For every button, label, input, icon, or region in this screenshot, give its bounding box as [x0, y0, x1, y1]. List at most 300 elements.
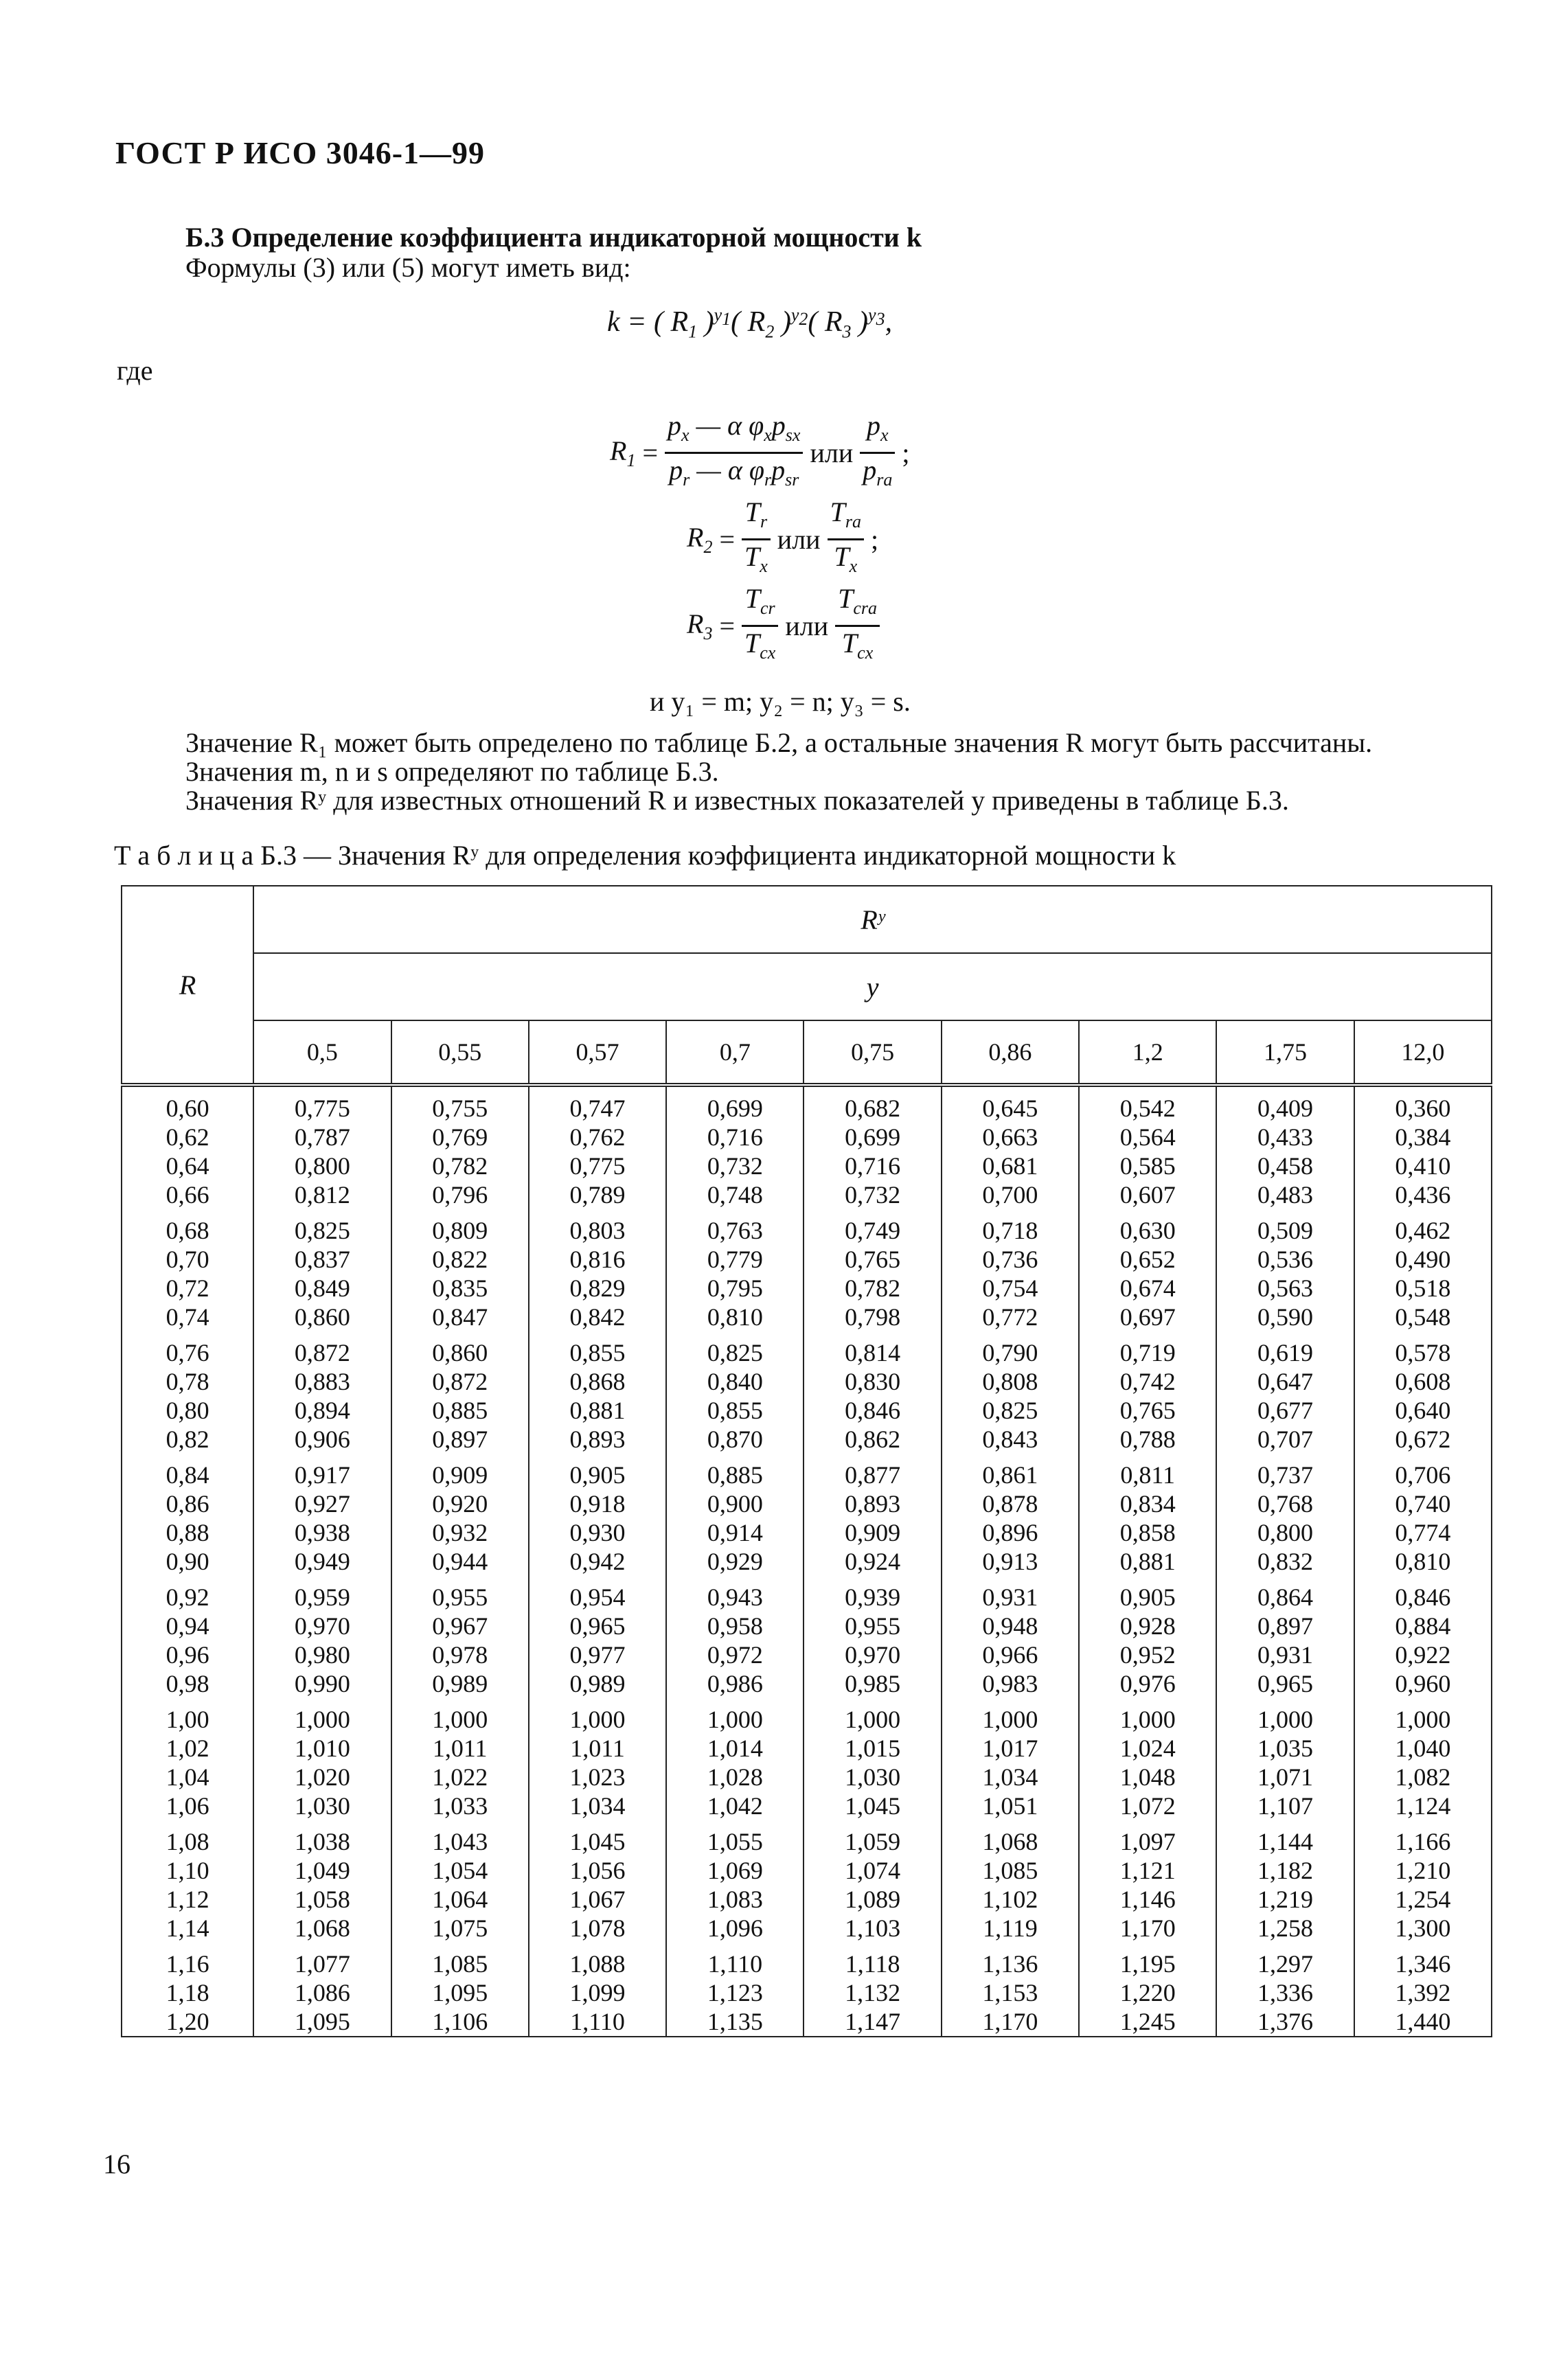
ry-value: 0,830	[845, 1368, 901, 1395]
ry-value: 0,808	[982, 1368, 1038, 1395]
ry-value-cell	[1079, 1576, 1216, 1698]
ry-value: 0,931	[1257, 1641, 1313, 1669]
ry-value: 1,135	[707, 2008, 763, 2035]
ry-value: 0,840	[707, 1368, 763, 1395]
col-header-y: y	[253, 953, 1492, 1020]
ry-value-cell	[1354, 1576, 1492, 1698]
ry-value-cell	[1079, 1943, 1216, 2037]
ry-value: 0,740	[1395, 1490, 1451, 1518]
y-value-header: 0,55	[391, 1020, 529, 1085]
ry-value-cell	[391, 1576, 529, 1698]
where-label: где	[117, 355, 153, 386]
ry-value: 0,959	[294, 1583, 350, 1611]
ry-value: 0,885	[432, 1397, 488, 1424]
ry-value: 0,772	[982, 1303, 1038, 1331]
r-value: 0,88	[166, 1519, 209, 1546]
ry-value: 0,542	[1119, 1095, 1176, 1122]
page-number: 16	[103, 2149, 130, 2179]
ry-value-cell	[1216, 1085, 1354, 1209]
ry-value: 0,652	[1119, 1246, 1176, 1273]
ry-value: 1,170	[982, 2008, 1038, 2035]
ry-value: 0,742	[1119, 1368, 1176, 1395]
r-value: 0,84	[166, 1461, 209, 1489]
ry-value: 1,220	[1119, 1979, 1176, 2006]
ry-value: 0,585	[1119, 1152, 1176, 1180]
ry-value: 1,051	[982, 1792, 1038, 1820]
ry-value: 1,000	[1395, 1706, 1451, 1733]
table-row-group	[122, 1820, 1492, 1943]
r-value: 0,74	[166, 1303, 209, 1331]
ry-value: 1,042	[707, 1792, 763, 1820]
table-row-group	[122, 1454, 1492, 1576]
ry-value: 1,153	[982, 1979, 1038, 2006]
ry-value: 1,083	[707, 1886, 763, 1913]
ry-value: 1,300	[1395, 1914, 1451, 1942]
ry-value: 0,810	[1395, 1548, 1451, 1575]
ry-value: 0,748	[707, 1181, 763, 1209]
ry-value-cell	[942, 1331, 1079, 1454]
ry-value: 1,132	[845, 1979, 901, 2006]
ry-value: 0,855	[707, 1397, 763, 1424]
r-value-cell	[122, 1209, 253, 1331]
ry-value: 0,948	[982, 1612, 1038, 1640]
ry-value: 0,864	[1257, 1583, 1313, 1611]
formula-r2: $R_2$ = $\frac{T_r}{T_x}$ или $\frac{T_{ra}}{T_x}$ ;	[687, 496, 879, 576]
r-value: 0,66	[166, 1181, 209, 1209]
ry-value: 0,860	[294, 1303, 350, 1331]
data-table	[121, 885, 1492, 2037]
ry-value: 0,931	[982, 1583, 1038, 1611]
ry-value: 0,732	[707, 1152, 763, 1180]
ry-value: 1,049	[294, 1857, 350, 1884]
r-value: 1,06	[166, 1792, 209, 1820]
ry-value: 0,774	[1395, 1519, 1451, 1546]
ry-value-cell	[666, 1454, 804, 1576]
ry-value: 0,868	[569, 1368, 626, 1395]
ry-value: 0,913	[982, 1548, 1038, 1575]
r-value: 0,94	[166, 1612, 209, 1640]
ry-value: 0,718	[982, 1217, 1038, 1244]
ry-value: 1,144	[1257, 1828, 1313, 1855]
ry-value: 1,103	[845, 1914, 901, 1942]
ry-value: 0,858	[1119, 1519, 1176, 1546]
ry-value-cell	[1354, 1085, 1492, 1209]
r-value: 0,60	[166, 1095, 209, 1122]
ry-value: 1,099	[569, 1979, 626, 2006]
ry-value: 0,790	[982, 1339, 1038, 1366]
ry-value-cell	[666, 1331, 804, 1454]
ry-value: 1,110	[707, 1950, 763, 1978]
ry-value: 0,787	[294, 1123, 350, 1151]
ry-value: 0,843	[982, 1426, 1038, 1453]
or-word: или	[810, 437, 854, 468]
ry-value: 0,955	[845, 1612, 901, 1640]
ry-value: 1,064	[432, 1886, 488, 1913]
ry-value: 0,966	[982, 1641, 1038, 1669]
ry-value: 0,970	[294, 1612, 350, 1640]
ry-value: 1,038	[294, 1828, 350, 1855]
ry-value: 1,089	[845, 1886, 901, 1913]
ry-value: 0,682	[845, 1095, 901, 1122]
ry-value: 0,970	[845, 1641, 901, 1669]
ry-value: 0,716	[845, 1152, 901, 1180]
ry-value: 0,640	[1395, 1397, 1451, 1424]
ry-value: 1,011	[570, 1735, 625, 1762]
r-value: 0,68	[166, 1217, 209, 1244]
ry-value: 1,000	[982, 1706, 1038, 1733]
ry-value: 0,775	[569, 1152, 626, 1180]
ry-value: 0,917	[294, 1461, 350, 1489]
ry-value: 0,918	[569, 1490, 626, 1518]
ry-value: 0,949	[294, 1548, 350, 1575]
ry-value: 0,977	[569, 1641, 626, 1669]
ry-value-cell	[529, 1331, 666, 1454]
r-value: 1,16	[166, 1950, 209, 1978]
ry-value: 0,849	[294, 1274, 350, 1302]
ry-value: 1,258	[1257, 1914, 1313, 1942]
ry-value: 1,023	[569, 1763, 626, 1791]
ry-value-cell	[1079, 1331, 1216, 1454]
ry-value: 0,877	[845, 1461, 901, 1489]
r-value: 1,04	[166, 1763, 209, 1791]
ry-value: 0,965	[569, 1612, 626, 1640]
ry-value-cell	[804, 1943, 941, 2037]
ry-value-cell	[1079, 1698, 1216, 1820]
ry-value: 0,814	[845, 1339, 901, 1366]
ry-value: 0,410	[1395, 1152, 1451, 1180]
ry-value: 1,088	[569, 1950, 626, 1978]
r-value-cell	[122, 1576, 253, 1698]
ry-value: 0,765	[1119, 1397, 1176, 1424]
ry-value: 0,872	[294, 1339, 350, 1366]
ry-value: 0,768	[1257, 1490, 1313, 1518]
ry-value: 0,825	[294, 1217, 350, 1244]
ry-value: 1,077	[294, 1950, 350, 1978]
ry-value-cell	[804, 1331, 941, 1454]
ry-value: 0,812	[294, 1181, 350, 1209]
ry-value: 0,835	[432, 1274, 488, 1302]
y-value-header: 0,75	[804, 1020, 941, 1085]
r-value: 0,90	[166, 1548, 209, 1575]
ry-value: 0,883	[294, 1368, 350, 1395]
ry-value: 0,928	[1119, 1612, 1176, 1640]
or-word: или	[777, 524, 821, 555]
ry-value: 0,878	[982, 1490, 1038, 1518]
ry-value-cell	[253, 1576, 391, 1698]
r-value: 0,98	[166, 1670, 209, 1697]
formula-k: k = ( $R_1$ )$^{y_1}$( $R_2$ )$^{y_2}$( $R_3$ )$^{y_3}$,	[607, 305, 893, 342]
ry-value: 0,870	[707, 1426, 763, 1453]
ry-value: 0,929	[707, 1548, 763, 1575]
ry-value-cell	[529, 1698, 666, 1820]
ry-value: 1,071	[1257, 1763, 1313, 1791]
ry-value: 1,034	[982, 1763, 1038, 1791]
r-value: 0,64	[166, 1152, 209, 1180]
ry-value: 0,909	[845, 1519, 901, 1546]
document-header: ГОСТ Р ИСО 3046-1—99	[115, 135, 486, 170]
ry-value-cell	[1216, 1820, 1354, 1943]
ry-value-cell	[804, 1454, 941, 1576]
ry-value: 1,124	[1395, 1792, 1451, 1820]
ry-value: 1,346	[1395, 1950, 1451, 1978]
ry-value: 0,816	[569, 1246, 626, 1273]
ry-value-cell	[1216, 1331, 1354, 1454]
ry-value: 1,146	[1119, 1886, 1176, 1913]
ry-value: 1,000	[1119, 1706, 1176, 1733]
ry-value: 0,842	[569, 1303, 626, 1331]
ry-value: 1,067	[569, 1886, 626, 1913]
r-value: 0,76	[166, 1339, 209, 1366]
ry-value: 1,034	[569, 1792, 626, 1820]
ry-value: 0,789	[569, 1181, 626, 1209]
ry-value: 1,095	[432, 1979, 488, 2006]
ry-value: 1,068	[294, 1914, 350, 1942]
ry-value-cell	[529, 1209, 666, 1331]
ry-value: 1,082	[1395, 1763, 1451, 1791]
ry-value: 1,024	[1119, 1735, 1176, 1762]
section-heading: Б.3 Определение коэффициента индикаторной мощности k	[185, 222, 922, 253]
ry-value: 1,058	[294, 1886, 350, 1913]
ry-value: 0,436	[1395, 1181, 1451, 1209]
ry-value-cell	[666, 1209, 804, 1331]
ry-value: 0,775	[294, 1095, 350, 1122]
ry-value-cell	[666, 1820, 804, 1943]
ry-value: 0,483	[1257, 1181, 1313, 1209]
ry-value: 1,095	[294, 2008, 350, 2035]
ry-value: 0,884	[1395, 1612, 1451, 1640]
ry-value-cell	[391, 1085, 529, 1209]
ry-value: 1,040	[1395, 1735, 1451, 1762]
ry-value: 1,056	[569, 1857, 626, 1884]
ry-value-cell	[804, 1209, 941, 1331]
ry-value: 0,754	[982, 1274, 1038, 1302]
ry-value-cell	[1079, 1085, 1216, 1209]
ry-value: 1,254	[1395, 1886, 1451, 1913]
ry-value: 1,085	[432, 1950, 488, 1978]
ry-value: 0,782	[845, 1274, 901, 1302]
ry-value: 1,075	[432, 1914, 488, 1942]
ry-value: 0,822	[432, 1246, 488, 1273]
ry-value: 0,980	[294, 1641, 350, 1669]
y-value-header: 0,7	[666, 1020, 804, 1085]
ry-value: 0,938	[294, 1519, 350, 1546]
ry-value: 0,960	[1395, 1670, 1451, 1697]
ry-value: 1,054	[432, 1857, 488, 1884]
ry-value: 0,958	[707, 1612, 763, 1640]
ry-value: 0,881	[1119, 1548, 1176, 1575]
ry-value-cell	[253, 1820, 391, 1943]
ry-value: 0,518	[1395, 1274, 1451, 1302]
ry-value-cell	[942, 1943, 1079, 2037]
ry-value-cell	[253, 1943, 391, 2037]
ry-value-cell	[529, 1820, 666, 1943]
ry-value: 1,020	[294, 1763, 350, 1791]
ry-value-cell	[391, 1331, 529, 1454]
ry-value-cell	[1079, 1820, 1216, 1943]
ry-value: 0,872	[432, 1368, 488, 1395]
ry-value: 0,832	[1257, 1548, 1313, 1575]
table-row-group	[122, 1943, 1492, 2037]
ry-value-cell	[391, 1209, 529, 1331]
ry-value: 0,922	[1395, 1641, 1451, 1669]
ry-value: 0,825	[707, 1339, 763, 1366]
ry-value: 1,096	[707, 1914, 763, 1942]
ry-value: 0,788	[1119, 1426, 1176, 1453]
r-value-cell	[122, 1943, 253, 2037]
ry-value: 0,719	[1119, 1339, 1176, 1366]
ry-value: 0,578	[1395, 1339, 1451, 1366]
ry-value-cell	[391, 1943, 529, 2037]
ry-value: 0,765	[845, 1246, 901, 1273]
ry-value: 0,983	[982, 1670, 1038, 1697]
ry-value-cell	[666, 1576, 804, 1698]
r-value: 1,12	[166, 1886, 209, 1913]
ry-value-cell	[666, 1698, 804, 1820]
ry-value: 1,011	[432, 1735, 488, 1762]
ry-value: 1,000	[707, 1706, 763, 1733]
ry-value-cell	[253, 1085, 391, 1209]
r-value: 1,14	[166, 1914, 209, 1942]
or-word: или	[785, 610, 829, 641]
ry-value: 0,747	[569, 1095, 626, 1122]
ry-value: 0,810	[707, 1303, 763, 1331]
ry-value: 0,674	[1119, 1274, 1176, 1302]
table-row-group	[122, 1085, 1492, 1209]
ry-value: 0,663	[982, 1123, 1038, 1151]
ry-value: 1,000	[294, 1706, 350, 1733]
ry-value-cell	[666, 1085, 804, 1209]
ry-value: 0,862	[845, 1426, 901, 1453]
ry-value-cell	[1216, 1209, 1354, 1331]
ry-value-cell	[529, 1454, 666, 1576]
ry-value: 0,779	[707, 1246, 763, 1273]
ry-value: 0,490	[1395, 1246, 1451, 1273]
ry-value: 0,861	[982, 1461, 1038, 1489]
ry-value: 0,985	[845, 1670, 901, 1697]
ry-value-cell	[253, 1331, 391, 1454]
ry-value: 0,837	[294, 1246, 350, 1273]
ry-value-cell	[391, 1820, 529, 1943]
ry-value: 1,043	[432, 1828, 488, 1855]
col-header-ry: Rʸ	[253, 886, 1492, 953]
ry-value: 0,590	[1257, 1303, 1313, 1331]
ry-value: 1,014	[707, 1735, 763, 1762]
ry-value: 0,952	[1119, 1641, 1176, 1669]
ry-value: 1,045	[845, 1792, 901, 1820]
ry-value: 1,182	[1257, 1857, 1313, 1884]
ry-value: 1,219	[1257, 1886, 1313, 1913]
ry-value: 0,896	[982, 1519, 1038, 1546]
ry-value: 0,900	[707, 1490, 763, 1518]
ry-value: 0,796	[432, 1181, 488, 1209]
ry-value: 0,800	[1257, 1519, 1313, 1546]
ry-value: 0,762	[569, 1123, 626, 1151]
ry-value: 0,897	[1257, 1612, 1313, 1640]
ry-value-cell	[253, 1454, 391, 1576]
r-value: 1,02	[166, 1735, 209, 1762]
ry-value: 0,846	[1395, 1583, 1451, 1611]
section-intro: Формулы (3) или (5) могут иметь вид:	[185, 252, 631, 283]
ry-value: 1,097	[1119, 1828, 1176, 1855]
ry-value: 0,645	[982, 1095, 1038, 1122]
ry-value: 0,732	[845, 1181, 901, 1209]
r-value-cell	[122, 1454, 253, 1576]
y-value-header: 1,2	[1079, 1020, 1216, 1085]
ry-value: 1,015	[845, 1735, 901, 1762]
r-value: 0,96	[166, 1641, 209, 1669]
ry-value: 0,944	[432, 1548, 488, 1575]
ry-value: 1,210	[1395, 1857, 1451, 1884]
ry-value: 0,755	[432, 1095, 488, 1122]
ry-value: 1,106	[432, 2008, 488, 2035]
ry-value: 0,906	[294, 1426, 350, 1453]
ry-value: 1,000	[1257, 1706, 1313, 1733]
ry-value: 0,978	[432, 1641, 488, 1669]
ry-value-cell	[529, 1576, 666, 1698]
ry-value: 0,509	[1257, 1217, 1313, 1244]
ry-value: 1,440	[1395, 2008, 1451, 2035]
ry-value-cell	[942, 1820, 1079, 1943]
ry-value: 1,030	[845, 1763, 901, 1791]
ry-value: 1,102	[982, 1886, 1038, 1913]
ry-value: 1,055	[707, 1828, 763, 1855]
r-value: 0,92	[166, 1583, 209, 1611]
ry-value: 0,647	[1257, 1368, 1313, 1395]
paragraph-2: Значения m, n и s определяют по таблице Б.3.	[185, 756, 719, 787]
ry-value: 0,697	[1119, 1303, 1176, 1331]
ry-value: 1,110	[570, 2008, 625, 2035]
y-value-header: 0,57	[529, 1020, 666, 1085]
ry-value: 0,986	[707, 1670, 763, 1697]
ry-value: 1,000	[432, 1706, 488, 1733]
r-value: 1,10	[166, 1857, 209, 1884]
r-value: 0,78	[166, 1368, 209, 1395]
ry-value: 0,860	[432, 1339, 488, 1366]
ry-value: 1,245	[1119, 2008, 1176, 2035]
ry-value: 0,932	[432, 1519, 488, 1546]
ry-value-cell	[1216, 1943, 1354, 2037]
ry-value: 0,893	[569, 1426, 626, 1453]
paragraph-3: Значения Rʸ для известных отношений R и известных показателей y приведены в таблице Б.3.	[185, 785, 1289, 816]
ry-value: 0,905	[569, 1461, 626, 1489]
ry-value-cell	[1079, 1454, 1216, 1576]
ry-value: 0,809	[432, 1217, 488, 1244]
ry-value: 0,989	[569, 1670, 626, 1697]
ry-value: 0,905	[1119, 1583, 1176, 1611]
ry-value: 0,700	[982, 1181, 1038, 1209]
ry-value: 0,976	[1119, 1670, 1176, 1697]
ry-value: 0,630	[1119, 1217, 1176, 1244]
ry-value: 1,074	[845, 1857, 901, 1884]
ry-value-cell	[804, 1698, 941, 1820]
ry-value: 1,170	[1119, 1914, 1176, 1942]
ry-value: 0,672	[1395, 1426, 1451, 1453]
ry-value-cell	[1216, 1698, 1354, 1820]
ry-value-cell	[942, 1454, 1079, 1576]
ry-value-cell	[253, 1209, 391, 1331]
ry-value: 1,085	[982, 1857, 1038, 1884]
ry-value: 0,564	[1119, 1123, 1176, 1151]
ry-value: 1,078	[569, 1914, 626, 1942]
ry-value: 1,017	[982, 1735, 1038, 1762]
ry-value: 0,433	[1257, 1123, 1313, 1151]
ry-value: 0,736	[982, 1246, 1038, 1273]
r-value: 1,08	[166, 1828, 209, 1855]
ry-value: 0,803	[569, 1217, 626, 1244]
ry-value: 1,121	[1119, 1857, 1176, 1884]
ry-value-cell	[942, 1698, 1079, 1820]
y-value-header: 0,5	[253, 1020, 391, 1085]
